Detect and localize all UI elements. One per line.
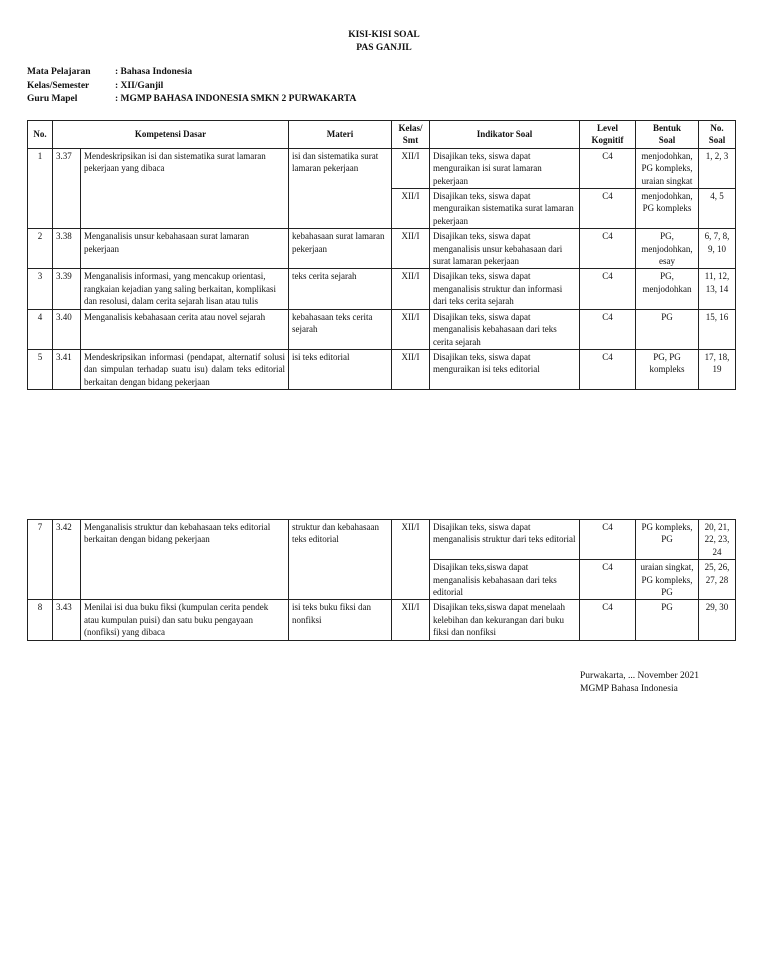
cell-nosoal: 1, 2, 3 [699,148,736,188]
cell-materi: isi teks buku fiksi dan nonfiksi [289,600,392,640]
table-header-row [28,121,736,149]
table-row [28,148,736,188]
table-row [28,229,736,269]
cell-indikator: Disajikan teks, siswa dapat menguraikan sistematika surat lamaran pekerjaan [430,189,580,229]
signature-block [580,670,699,696]
header-nosoal-line2: Soal [708,135,726,146]
header-kelas-line1: Kelas/ [398,123,423,133]
header-no: No. [28,121,53,149]
cell-level: C4 [580,520,636,560]
meta-label: Mata Pelajaran [27,67,91,77]
cell-no: 1 [28,148,53,228]
cell-kelas: XII/I [392,309,430,349]
cell-nosoal: 20, 21, 22, 23, 24 [699,520,736,560]
table-row [28,520,736,560]
cell-level: C4 [580,189,636,229]
cell-indikator: Disajikan teks,siswa dapat menganalisis kebahasaan dari teks editorial [430,560,580,600]
cell-indikator: Disajikan teks, siswa dapat menganalisis unsur kebahasaan dari surat lamaran pekerjaan [430,229,580,269]
cell-nosoal: 11, 12, 13, 14 [699,269,736,309]
cell-indikator: Disajikan teks, siswa dapat menguraikan isi teks editorial [430,349,580,389]
document-title: KISI-KISI SOAL [348,30,420,40]
signature-place-date: Purwakarta, ... November 2021 [580,671,699,681]
meta-label: Guru Mapel [27,94,78,104]
header-kelas-line2: Smt [402,135,419,146]
meta-row-class [27,81,356,95]
cell-kd-code: 3.40 [53,309,81,349]
header-level [580,121,636,149]
cell-kd-code: 3.38 [53,229,81,269]
header-level-line1: Level [597,123,618,133]
cell-indikator: Disajikan teks, siswa dapat menganalisis kebahasaan dari teks cerita sejarah [430,309,580,349]
cell-indikator: Disajikan teks, siswa dapat menguraikan isi surat lamaran pekerjaan [430,148,580,188]
cell-kd-code: 3.37 [53,148,81,228]
cell-kd-code: 3.43 [53,600,81,640]
signature-org: MGMP Bahasa Indonesia [580,684,678,694]
cell-nosoal: 25, 26, 27, 28 [699,560,736,600]
cell-materi: isi teks editorial [289,349,392,389]
cell-no: 8 [28,600,53,640]
cell-kd: Menilai isi dua buku fiksi (kumpulan cerita pendek atau kumpulan puisi) dan satu buku pengayaan (nonfiksi) yang dibaca [81,600,289,640]
meta-value: : Bahasa Indonesia [115,67,193,77]
meta-value: : MGMP BAHASA INDONESIA SMKN 2 PURWAKARTA [115,94,357,104]
meta-label: Kelas/Semester [27,80,90,91]
cell-level: C4 [580,560,636,600]
document-meta [27,67,356,108]
cell-no: 7 [28,520,53,600]
table-row [28,309,736,349]
cell-kelas: XII/I [392,189,430,229]
table-row [28,269,736,309]
cell-kd-code: 3.41 [53,349,81,389]
header-nosoal-line1: No. [710,123,724,133]
cell-level: C4 [580,600,636,640]
cell-materi: isi dan sistematika surat lamaran pekerjaan [289,148,392,228]
header-materi: Materi [289,121,392,149]
cell-kd-code: 3.42 [53,520,81,600]
cell-no: 4 [28,309,53,349]
cell-kelas: XII/I [392,600,430,640]
cell-nosoal: 4, 5 [699,189,736,229]
cell-level: C4 [580,229,636,269]
cell-kd: Menganalisis kebahasaan cerita atau novel sejarah [81,309,289,349]
header-bentuk [636,121,699,149]
cell-indikator: Disajikan teks,siswa dapat menelaah kelebihan dan kekurangan dari buku fiksi dan nonfiksi [430,600,580,640]
header-level-line2: Kognitif [591,135,624,146]
cell-indikator: Disajikan teks, siswa dapat menganalisis struktur dari teks editorial [430,520,580,560]
cell-kd: Menganalisis unsur kebahasaan surat lamaran pekerjaan [81,229,289,269]
cell-level: C4 [580,309,636,349]
cell-bentuk: menjodohkan, PG kompleks, uraian singkat [636,148,699,188]
grid-table-2 [27,519,736,641]
cell-level: C4 [580,148,636,188]
cell-nosoal: 6, 7, 8, 9, 10 [699,229,736,269]
cell-kelas: XII/I [392,229,430,269]
header-bentuk-line2: Soal [658,135,676,146]
cell-kd: Menganalisis informasi, yang mencakup orientasi, rangkaian kejadian yang saling berkaitan, komplikasi dan resolusi, dalam cerita sejarah lisan atau tulis [81,269,289,309]
cell-nosoal: 15, 16 [699,309,736,349]
document-subtitle: PAS GANJIL [356,43,412,53]
cell-no: 5 [28,349,53,389]
meta-row-subject [27,67,356,81]
cell-bentuk: PG, menjodohkan, esay [636,229,699,269]
table-row [28,349,736,389]
cell-level: C4 [580,349,636,389]
cell-kd: Mendeskripsikan isi dan sistematika surat lamaran pekerjaan yang dibaca [81,148,289,228]
cell-materi: kebahasaan teks cerita sejarah [289,309,392,349]
header-nosoal [699,121,736,149]
header-kompetensi-dasar: Kompetensi Dasar [53,121,289,149]
cell-nosoal: 17, 18, 19 [699,349,736,389]
cell-kelas: XII/I [392,520,430,600]
header-kelas [392,121,430,149]
cell-bentuk: menjodohkan, PG kompleks [636,189,699,229]
cell-no: 3 [28,269,53,309]
meta-row-teacher [27,94,356,108]
header-indikator: Indikator Soal [430,121,580,149]
cell-bentuk: PG [636,309,699,349]
cell-kd: Menganalisis struktur dan kebahasaan teks editorial berkaitan dengan bidang pekerjaan [81,520,289,600]
cell-indikator: Disajikan teks, siswa dapat menganalisis struktur dan informasi dari teks cerita sejarah [430,269,580,309]
cell-kelas: XII/I [392,148,430,188]
cell-kd-code: 3.39 [53,269,81,309]
cell-bentuk: PG, menjodohkan [636,269,699,309]
cell-materi: kebahasaan surat lamaran pekerjaan [289,229,392,269]
cell-no: 2 [28,229,53,269]
header-bentuk-line1: Bentuk [652,123,681,133]
meta-value: : XII/Ganjil [115,80,164,91]
cell-materi: struktur dan kebahasaan teks editorial [289,520,392,600]
cell-kelas: XII/I [392,349,430,389]
cell-bentuk: uraian singkat, PG kompleks, PG [636,560,699,600]
grid-table-1 [27,120,736,390]
cell-level: C4 [580,269,636,309]
cell-bentuk: PG kompleks, PG [636,520,699,560]
cell-bentuk: PG [636,600,699,640]
table-row [28,600,736,640]
cell-bentuk: PG, PG kompleks [636,349,699,389]
cell-nosoal: 29, 30 [699,600,736,640]
cell-kelas: XII/I [392,269,430,309]
cell-materi: teks cerita sejarah [289,269,392,309]
cell-kd: Mendeskripsikan informasi (pendapat, alternatif solusi dan simpulan terhadap suatu isu) dalam teks editorial berkaitan dengan bidang pekerjaan [81,349,289,389]
